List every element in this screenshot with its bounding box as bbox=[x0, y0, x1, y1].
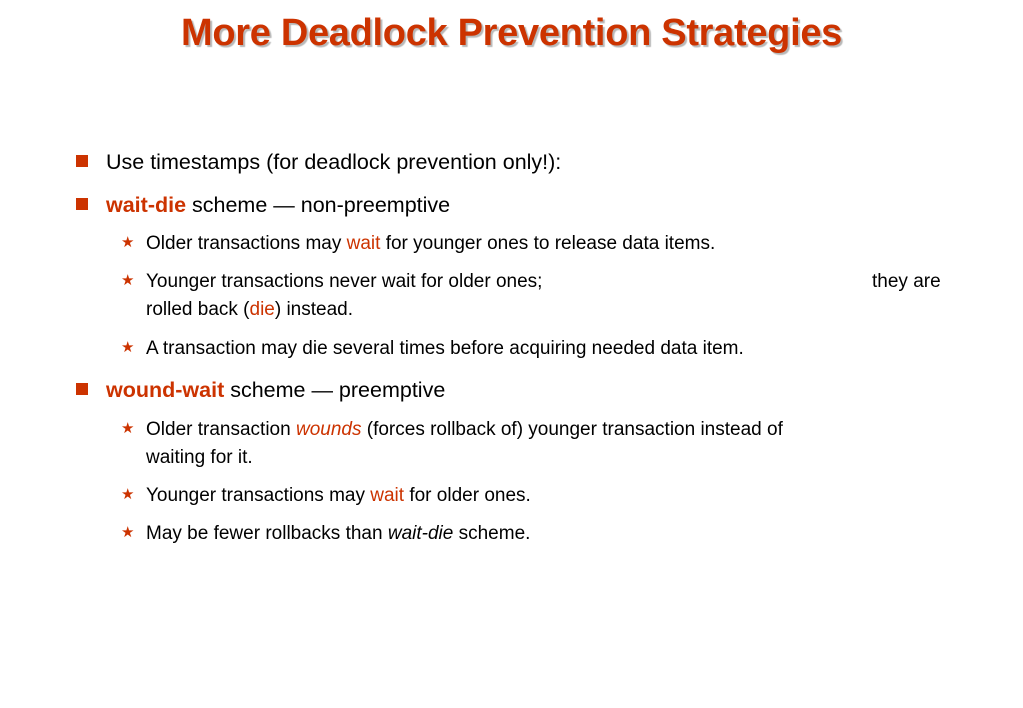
square-bullet-icon bbox=[76, 198, 88, 210]
term-wound-wait: wound-wait bbox=[106, 378, 225, 402]
star-bullet-icon: ★ bbox=[121, 523, 135, 541]
sub-bullet-text: A transaction may die several times before acquiring needed data item. bbox=[146, 338, 744, 359]
sub-bullet-text: Younger transactions never wait for older ones; they are bbox=[146, 268, 542, 296]
slide-title: More Deadlock Prevention Strategies bbox=[180, 12, 843, 54]
bullet-rest: scheme — non-preemptive bbox=[186, 193, 451, 217]
sub-bullet-text-line2: waiting for it. bbox=[146, 447, 253, 468]
square-bullet-icon bbox=[76, 155, 88, 167]
bullet-text bbox=[106, 193, 450, 217]
star-bullet-icon: ★ bbox=[121, 485, 135, 503]
sub-bullet-text-line2: rolled back (die) instead. bbox=[146, 299, 354, 320]
star-bullet-icon: ★ bbox=[121, 338, 135, 356]
keyword-wait: wait bbox=[370, 485, 405, 506]
star-bullet-icon: ★ bbox=[121, 419, 135, 437]
sub-bullet-text: Older transaction wounds (forces rollback of) younger transaction instead of bbox=[146, 419, 783, 440]
term-wait-die: wait-die bbox=[106, 193, 187, 217]
keyword-wait: wait bbox=[346, 233, 381, 254]
bullet-text bbox=[106, 378, 445, 402]
star-bullet-icon: ★ bbox=[121, 233, 135, 251]
square-bullet-icon bbox=[76, 383, 88, 395]
sub-bullet-tail: they are bbox=[872, 271, 941, 292]
sub-bullet-text: Older transactions may wait for younger ones to release data items. bbox=[146, 233, 716, 254]
term-wait-die-italic: wait-die bbox=[387, 523, 454, 544]
keyword-wounds: wounds bbox=[295, 419, 362, 440]
bullet-text: Use timestamps (for deadlock prevention only!): bbox=[106, 150, 562, 174]
keyword-die: die bbox=[249, 299, 275, 320]
sub-bullet-text: May be fewer rollbacks than wait-die scheme. bbox=[146, 523, 531, 544]
star-bullet-icon: ★ bbox=[121, 271, 135, 289]
bullet-rest: scheme — preemptive bbox=[224, 378, 446, 402]
sub-bullet-text: Younger transactions may wait for older ones. bbox=[146, 485, 531, 506]
